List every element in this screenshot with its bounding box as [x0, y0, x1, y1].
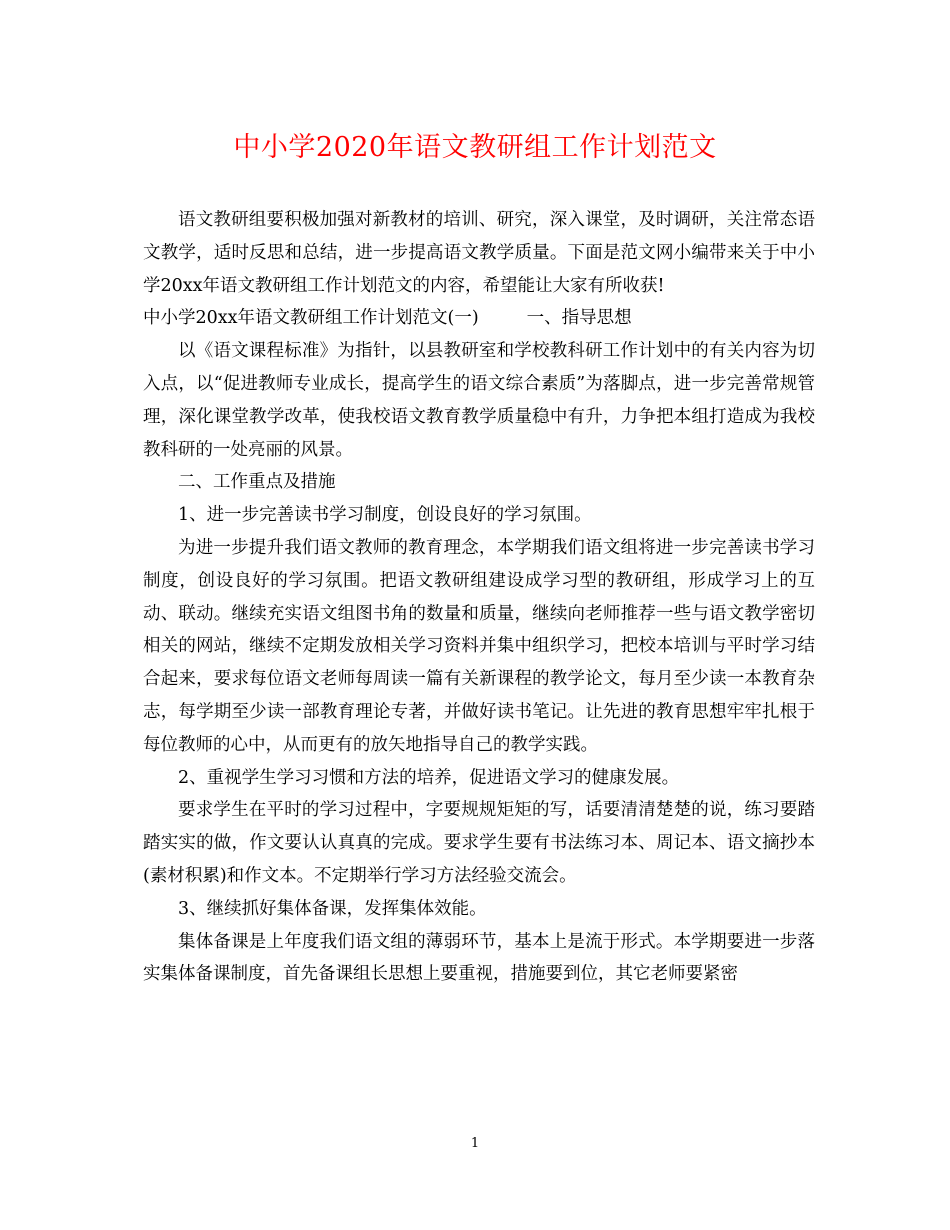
intro-paragraph: 语文教研组要积极加强对新教材的培训、研究，深入课堂，及时调研，关注常态语文教学，适时反思和总结，进一步提高语文教学质量。下面是范文网小编带来关于中小学20xx年语文教研组工作计划范文的内容，希望能让大家有所收获! [143, 210, 815, 296]
item-3-title: 3、继续抓好集体备课，发挥集体效能。 [178, 898, 487, 919]
item-2-paragraph: 要求学生在平时的学习过程中，字要规规矩矩的写，话要清清楚楚的说，练习要踏踏实实的做，作文要认认真真的完成。要求学生要有书法练习本、周记本、语文摘抄本(素材积累)和作文本。不定期举行学习方法经验交流会。 [143, 800, 815, 886]
heading-guiding-ideology: 一、指导思想 [526, 308, 632, 329]
item-3-paragraph: 集体备课是上年度我们语文组的薄弱环节，基本上是流于形式。本学期要进一步落实集体备课制度，首先备课组长思想上要重视，措施要到位，其它老师要紧密 [143, 931, 815, 985]
item-1-title: 1、进一步完善读书学习制度，创设良好的学习氛围。 [178, 505, 592, 526]
section-title: 中小学20xx年语文教研组工作计划范文(一) [143, 308, 479, 329]
item-1-paragraph: 为进一步提升我们语文教师的教育理念，本学期我们语文组将进一步完善读书学习制度，创设良好的学习氛围。把语文教研组建设成学习型的教研组，形成学习上的互动、联动。继续充实语文组图书角的数量和质量，继续向老师推荐一些与语文教学密切相关的网站，继续不定期发放相关学习资料并集中组织学习，把校本培训与平时学习结合起来，要求每位语文老师每周读一篇有关新课程的教学论文，每月至少读一本教育杂志，每学期至少读一部教育理论专著，并做好读书笔记。让先进的教育思想牢牢扎根于每位教师的心中，从而更有的放矢地指导自己的教学实践。 [143, 537, 815, 755]
page-number: 1 [470, 1136, 480, 1151]
document-body [143, 204, 815, 991]
section-title-line [143, 302, 815, 335]
document-title: 中小学2020年语文教研组工作计划范文 [233, 132, 717, 163]
heading-work-focus: 二、工作重点及措施 [178, 472, 336, 493]
guiding-ideology-paragraph: 以《语文课程标准》为指针，以县教研室和学校教科研工作计划中的有关内容为切入点，以“促进教师专业成长，提高学生的语文综合素质”为落脚点，进一步完善常规管理，深化课堂教学改革，使我校语文教育教学质量稳中有升，力争把本组打造成为我校教科研的一处亮丽的风景。 [143, 341, 815, 460]
item-2-title: 2、重视学生学习习惯和方法的培养，促进语文学习的健康发展。 [178, 767, 680, 788]
